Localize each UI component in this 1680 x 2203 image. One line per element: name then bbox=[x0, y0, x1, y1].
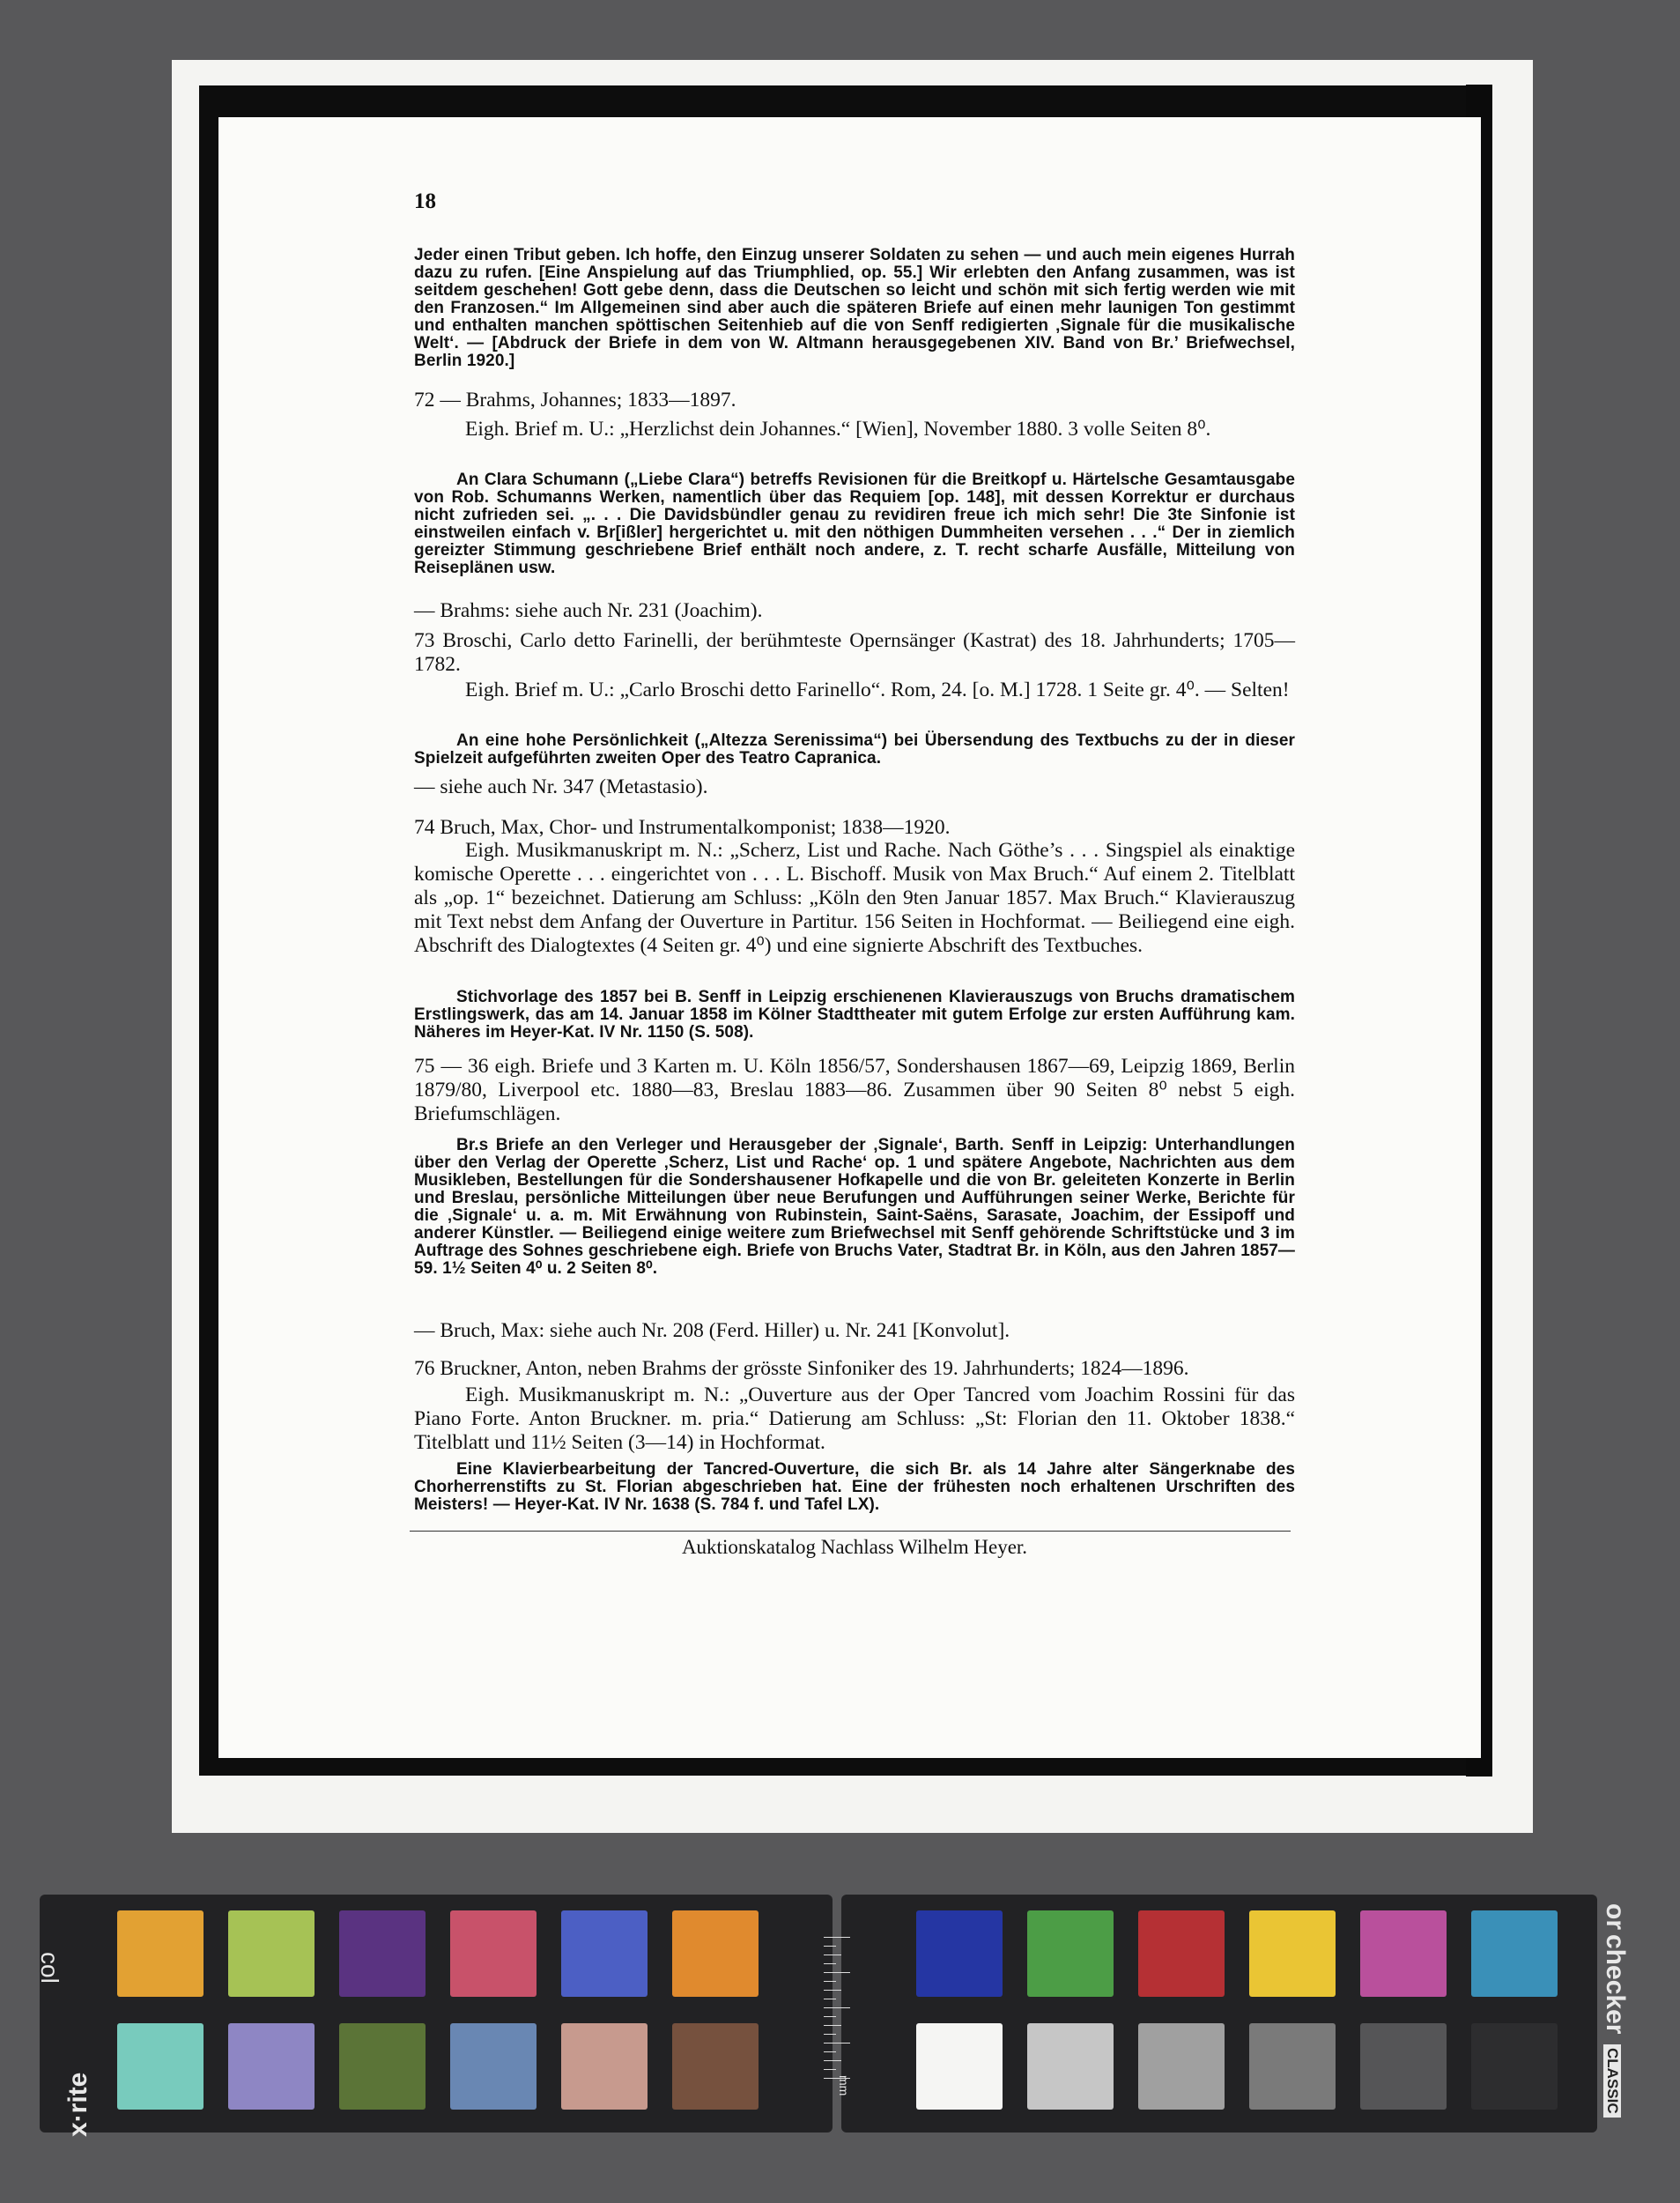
bruch-crossref: — Bruch, Max: siehe auch Nr. 208 (Ferd. Hiller) u. Nr. 241 [Konvolut]. bbox=[414, 1319, 1010, 1342]
entry-76-heading: 76 Bruckner, Anton, neben Brahms der grösste Sinfoniker des 19. Jahrhunderts; 1824—1896. bbox=[414, 1357, 1189, 1380]
left-color-patch bbox=[672, 2023, 759, 2110]
checker-label-top: col bbox=[36, 1952, 63, 1984]
page-footer: Auktionskatalog Nachlass Wilhelm Heyer. bbox=[681, 1536, 1028, 1558]
right-color-patch bbox=[1471, 2023, 1558, 2110]
left-color-patch bbox=[561, 2023, 648, 2110]
entry-72-note: An Clara Schumann („Liebe Clara“) betreffs Revisionen für die Breitkopf u. Härtelsche Gesamtausgabe von Rob. Schumanns Werken, namentlich über das Requiem [op. 148], mit dessen Korrektur er durchaus nicht zufrieden sei. „. . . Die Davidsbündler genau zu revidiren freue ich mich sehr! Die 3te Sinfonie ist einstweilen einfach v. Br[ißler] hergerichtet u. mit den nöthigen Dummheiten versehen . . .“ Der in ziemlich gereizter Stimmung geschriebene Brief enthält noch andere, z. T. recht scharfe Ausfälle, Mitteilung von Reiseplänen usw. bbox=[414, 471, 1295, 577]
entry-72-heading: 72 — Brahms, Johannes; 1833—1897. bbox=[414, 389, 736, 412]
brahms-crossref: — Brahms: siehe auch Nr. 231 (Joachim). bbox=[414, 599, 763, 622]
ruler-unit: mm bbox=[837, 2075, 851, 2096]
left-color-patch bbox=[339, 2023, 426, 2110]
paragraph-continuation: Jeder einen Tribut geben. Ich hoffe, den Einzug unserer Soldaten zu sehen — und auch mein eigenes Hurrah dazu zu rufen. [Eine Anspielung auf das Triumphlied, op. 55.] Wir erlebten den Anfang zusammen, was ist seitdem geschehen! Gott gebe denn, dass die Deutschen so leicht und schön mit sich fertig werden wie mit den Franzosen.“ Im Allgemeinen sind aber auch die späteren Briefe auf einen mehr launigen Ton gestimmt und enthalten manchen spöttischen Seitenhieb auf die von Senff redigierten ‚Signale für die musikalische Welt‘. — [Abdruck der Briefe in dem von W. Altmann herausgegebenen XIV. Band von Br.’ Briefwechsel, Berlin 1920.] bbox=[414, 246, 1295, 370]
left-color-patch bbox=[339, 1910, 426, 1997]
entry-74-heading: 74 Bruch, Max, Chor- und Instrumentalkomponist; 1838—1920. bbox=[414, 816, 951, 839]
entry-76-note: Eine Klavierbearbeitung der Tancred-Ouverture, die sich Br. als 14 Jahre alter Sängerknabe des Chorherrenstifts zu St. Florian abgeschrieben hat. Eine der frühesten noch erhaltenen Urschriften des Meisters! — Heyer-Kat. IV Nr. 1638 (S. 784 f. und Tafel LX). bbox=[414, 1460, 1295, 1514]
left-color-patch bbox=[117, 1910, 204, 1997]
entry-73-heading: 73 Broschi, Carlo detto Farinelli, der berühmteste Opernsänger (Kastrat) des 18. Jahrhunderts; 1705—1782. bbox=[414, 629, 1295, 676]
broschi-crossref: — siehe auch Nr. 347 (Metastasio). bbox=[414, 775, 708, 798]
right-color-patch bbox=[916, 1910, 1003, 1997]
left-color-patch bbox=[228, 2023, 315, 2110]
right-color-patch bbox=[1138, 2023, 1225, 2110]
checker-brand-prefix: or bbox=[1601, 1903, 1630, 1930]
checker-brand-name: checker bbox=[1601, 1934, 1630, 2035]
right-color-patch bbox=[1471, 1910, 1558, 1997]
entry-74-note: Stichvorlage des 1857 bei B. Senff in Leipzig erschienenen Klavierauszugs von Bruchs dramatischem Erstlingswerk, das am 14. Januar 1858 im Kölner Stadttheater mit gutem Erfolge zur ersten Aufführung kam. Näheres im Heyer-Kat. IV Nr. 1150 (S. 508). bbox=[414, 988, 1295, 1042]
entry-74-description: Eigh. Musikmanuskript m. N.: „Scherz, List und Rache. Nach Göthe’s . . . Singspiel als einaktige komische Operette . . . eingerichtet von . . . L. Bischoff. Musik von Max Bruch.“ Auf einem 2. Titelblatt als „op. 1“ bezeichnet. Datierung am Schluss: „Köln den 9ten Januar 1857. Max Bruch.“ Klavierauszug mit Text nebst dem Anfang der Ouverture in Partitur. 156 Seiten in Hochformat. — Beiliegend eine eigh. Abschrift des Dialogtextes (4 Seiten gr. 4⁰) und eine signierte Abschrift des Textbuches. bbox=[414, 839, 1295, 957]
catalog-page bbox=[414, 185, 1295, 1560]
right-color-patch bbox=[1360, 1910, 1447, 1997]
left-color-patch bbox=[117, 2023, 204, 2110]
right-color-patch bbox=[1027, 2023, 1114, 2110]
entry-76-description: Eigh. Musikmanuskript m. N.: „Ouverture aus der Oper Tancred vom Joachim Rossini für das Piano Forte. Anton Bruckner. m. pria.“ Datierung am Schluss: „St: Florian den 11. Oktober 1838.“ Titelblatt und 11½ Seiten (3—14) in Hochformat. bbox=[414, 1383, 1295, 1454]
left-color-patch bbox=[228, 1910, 315, 1997]
entry-73-note: An eine hohe Persönlichkeit („Altezza Serenissima“) bei Übersendung des Textbuchs zu der in dieser Spielzeit aufgeführten zweiten Oper des Teatro Capranica. bbox=[414, 731, 1295, 768]
right-color-patch bbox=[1360, 2023, 1447, 2110]
left-color-patch bbox=[450, 2023, 537, 2110]
footer-rule bbox=[410, 1531, 1291, 1532]
page-number: 18 bbox=[414, 189, 436, 213]
xrite-logo-text: x·rite bbox=[63, 2072, 93, 2137]
entry-72-description: Eigh. Brief m. U.: „Herzlichst dein Johannes.“ [Wien], November 1880. 3 volle Seiten 8⁰. bbox=[465, 418, 1211, 441]
left-color-patch bbox=[561, 1910, 648, 1997]
left-color-patch bbox=[450, 1910, 537, 1997]
right-color-patch bbox=[1249, 1910, 1336, 1997]
entry-75-note: Br.s Briefe an den Verleger und Herausgeber der ‚Signale‘, Barth. Senff in Leipzig: Unterhandlungen über den Verlag der Operette ‚Scherz, List und Rache‘ op. 1 und spätere Angebote, Nachrichten aus dem Musikleben, Bestellungen für die Sondershausener Hofkapelle und die von Br. geleiteten Konzerte in Berlin und Breslau, persönliche Mitteilungen über neue Berufungen und Aufführungen seiner Werke, Berichte für die ‚Signale‘ u. a. m. Mit Erwähnung von Rubinstein, Saint-Saëns, Sarasate, Joachim, der Essipoff und anderer Künstler. — Beiliegend einige weitere zum Briefwechsel mit Senff gehörende Schriftstücke und 3 im Auftrage des Sohnes geschriebene eigh. Briefe von Bruchs Vater, Stadtrat Br. in Köln, aus den Jahren 1857—59. 1½ Seiten 4⁰ u. 2 Seiten 8⁰. bbox=[414, 1136, 1295, 1278]
entry-75-description: 75 — 36 eigh. Briefe und 3 Karten m. U. Köln 1856/57, Sondershausen 1867—69, Leipzig 1869, Berlin 1879/80, Liverpool etc. 1880—83, Breslau 1883—86. Zusammen über 90 Seiten 8⁰ nebst 5 eigh. Briefumschlägen. bbox=[414, 1055, 1295, 1125]
checker-classic-badge: CLASSIC bbox=[1603, 2044, 1621, 2118]
entry-73-description: Eigh. Brief m. U.: „Carlo Broschi detto Farinello“. Rom, 24. [o. M.] 1728. 1 Seite gr. 4⁰. — Selten! bbox=[465, 679, 1290, 701]
right-color-patch bbox=[916, 2023, 1003, 2110]
right-color-patch bbox=[1138, 1910, 1225, 1997]
right-color-patch bbox=[1249, 2023, 1336, 2110]
left-color-patch bbox=[672, 1910, 759, 1997]
right-color-patch bbox=[1027, 1910, 1114, 1997]
